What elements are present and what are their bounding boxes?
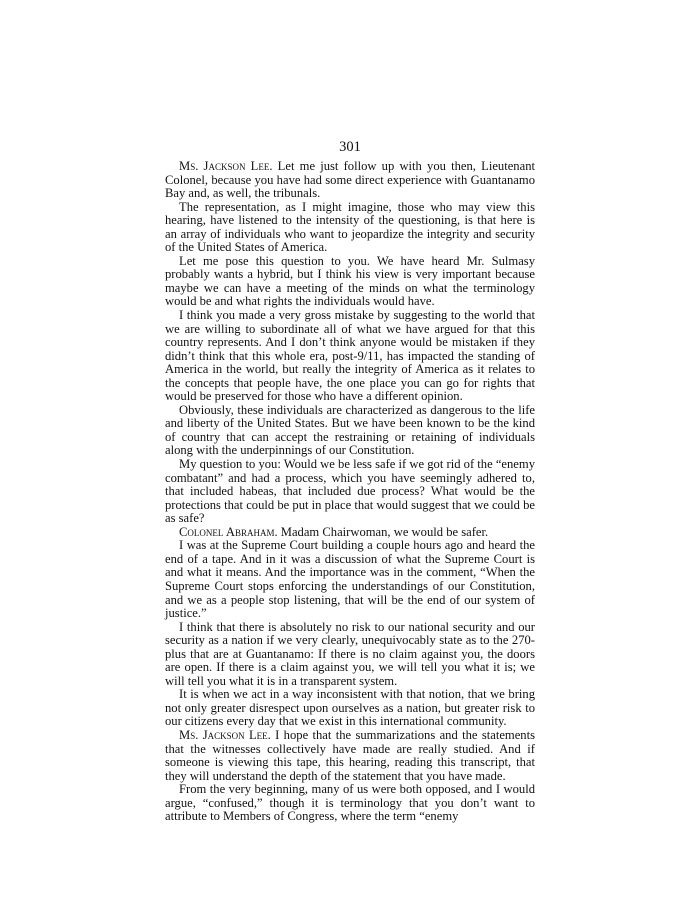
- paragraph-10: [165, 688, 535, 729]
- speaker-name: Colonel Abraham.: [179, 524, 278, 539]
- paragraph-5: [165, 404, 535, 458]
- paragraph-12: [165, 783, 535, 824]
- paragraph-9: [165, 621, 535, 689]
- paragraph-text: The representation, as I might imagine, those who may view this hearing, have listened to the intensity of the questioning, is that here is an array of individuals who want to jeopardize the integrity and security of the United States of America.: [165, 199, 535, 255]
- paragraph-text: I hope that the summarizations and the statements that the witnesses collectively have made are really studied. And if someone is viewing this tape, this hearing, reading this transcript, that they will understand the depth of the statement that you have made.: [165, 727, 535, 783]
- paragraph-text: Madam Chairwoman, we would be safer.: [277, 524, 489, 539]
- paragraph-11: [165, 729, 535, 783]
- transcript-body: [165, 160, 535, 824]
- page-number: 301: [339, 139, 361, 155]
- paragraph-8: [165, 539, 535, 620]
- paragraph-1: [165, 160, 535, 201]
- paragraph-2: [165, 201, 535, 255]
- speaker-name: Ms. Jackson Lee.: [179, 159, 273, 173]
- paragraph-text: Obviously, these individuals are characterized as dangerous to the life and liberty of the United States. But we have been known to be the kind of country that can accept the restraining or retaining of individuals along with the underpinnings of our Constitution.: [165, 402, 535, 458]
- paragraph-7: [165, 526, 535, 540]
- paragraph-text: I was at the Supreme Court building a couple hours ago and heard the end of a tape. And in it was a discussion of what the Supreme Court is and what it means. And the importance was in the comment, “When the Supreme Court stops enforcing the understandings of our Constitution, and we as a people stop listening, that will be the end of our system of justice.”: [165, 538, 535, 621]
- paragraph-text: Let me pose this question to you. We have heard Mr. Sulmasy probably wants a hybrid, but I think his view is very important because maybe we can have a meeting of the minds on what the terminology would be and what rights the individuals would have.: [165, 253, 535, 309]
- paragraph-text: From the very beginning, many of us were both opposed, and I would argue, “confused,” though it is terminology that you don’t want to attribute to Members of Congress, where the term “enemy: [165, 782, 535, 824]
- paragraph-4: [165, 309, 535, 404]
- paragraph-3: [165, 255, 535, 309]
- paragraph-text: My question to you: Would we be less safe if we got rid of the “enemy combatant” and had a process, which you have seemingly adhered to, that included habeas, that included due process? What would be the protections that could be put in place that would suggest that we could be as safe?: [165, 457, 535, 526]
- paragraph-text: Let me just follow up with you then, Lieutenant Colonel, because you have had some direct experience with Guantanamo Bay and, as well, the tribunals.: [165, 159, 535, 201]
- paragraph-text: I think you made a very gross mistake by suggesting to the world that we are willing to subordinate all of what we have argued for that this country represents. And I don’t think anyone would be mistaken if they didn’t think that this whole era, post-9/11, has impacted the standing of America in the world, but really the integrity of America as it relates to the concepts that people have, the one place you can go for rights that would be preserved for those who have a different opinion.: [165, 308, 535, 404]
- paragraph-text: It is when we act in a way inconsistent with that notion, that we bring not only greater disrespect upon ourselves as a nation, but greater risk to our citizens every day that we exist in this international community.: [165, 687, 535, 729]
- paragraph-6: [165, 458, 535, 526]
- speaker-name: Ms. Jackson Lee.: [179, 727, 271, 742]
- paragraph-text: I think that there is absolutely no risk to our national security and our security as a nation if we very clearly, unequivocably state as to the 270-plus that are at Guantanamo: If there is no claim against you, the doors are open. If there is a claim against you, we will tell you what it is; we will tell you what it is in a transparent system.: [165, 619, 535, 688]
